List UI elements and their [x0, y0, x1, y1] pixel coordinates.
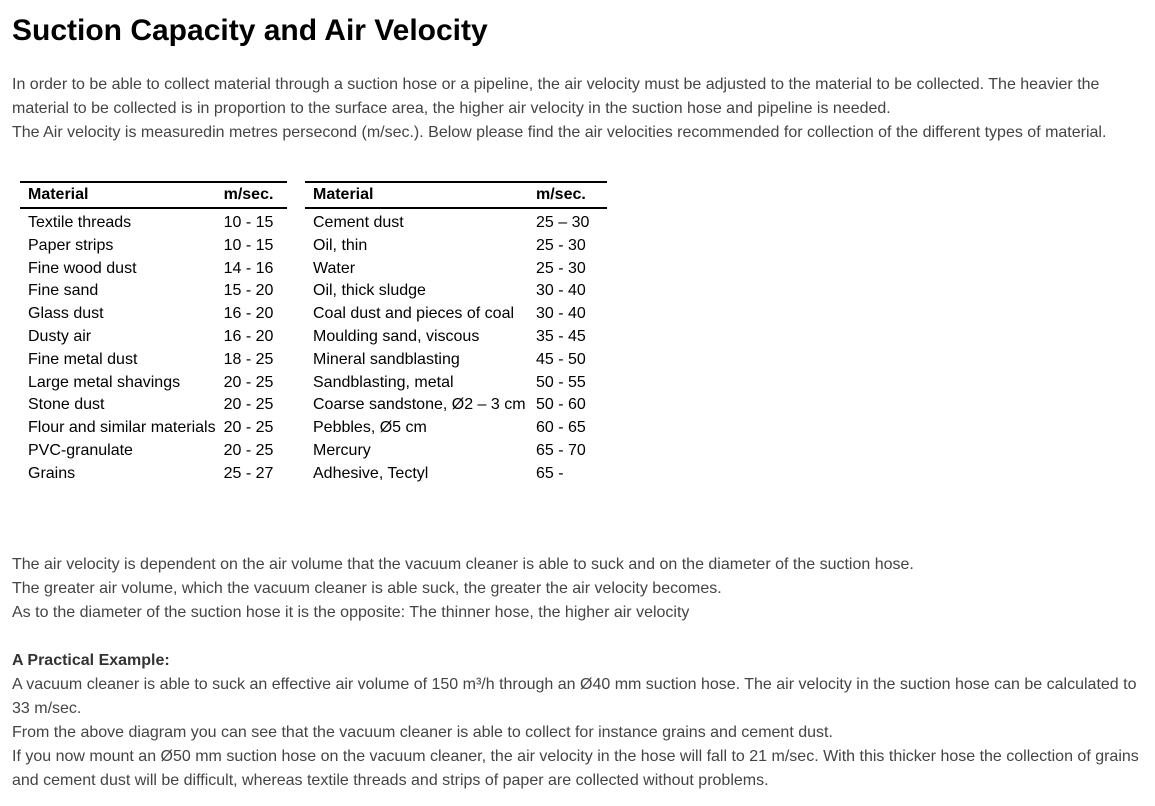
velocity-cell: 30 - 40 [536, 282, 586, 300]
explanation-section [12, 553, 1147, 793]
table-row [305, 372, 607, 395]
velocity-note: The air velocity is dependent on the air volume that the vacuum cleaner is able to suck and on the diameter of the suction hose. [12, 556, 914, 573]
velocity-cell: 10 - 15 [223, 236, 274, 254]
material-cell: Glass dust [28, 305, 104, 323]
table-row [20, 258, 287, 281]
paragraph-spacer [12, 625, 1147, 649]
material-cell: Stone dust [28, 396, 105, 414]
velocity-note: As to the diameter of the suction hose it is the opposite: The thinner hose, the higher air velocity [12, 604, 690, 621]
table-row [20, 303, 287, 326]
velocity-note: The greater air volume, which the vacuum cleaner is able suck, the greater the air velocity becomes. [12, 580, 722, 597]
velocity-table-right [305, 181, 607, 486]
velocity-cell: 65 - [536, 464, 564, 482]
velocity-cell: 15 - 20 [223, 282, 274, 300]
table-row [305, 326, 607, 349]
velocity-cell: 18 - 25 [223, 350, 274, 368]
table-header-row [20, 182, 287, 208]
material-cell: Sandblasting, metal [313, 373, 454, 391]
velocity-cell: 16 - 20 [223, 327, 274, 345]
material-cell: Moulding sand, viscous [313, 327, 480, 345]
material-cell: Coarse sandstone, Ø2 – 3 cm [313, 396, 526, 414]
column-header-velocity: m/sec. [528, 182, 607, 208]
table-row [20, 280, 287, 303]
table-row [20, 417, 287, 440]
page-title: Suction Capacity and Air Velocity [12, 14, 488, 47]
example-heading: A Practical Example: [12, 652, 170, 669]
example-paragraph: A vacuum cleaner is able to suck an effective air volume of 150 m³/h through an Ø40 mm suction hose. The air velocity in the suction hose can be calculated to 33 m/sec. [12, 676, 1137, 717]
material-cell: Pebbles, Ø5 cm [313, 419, 427, 437]
column-header-material: Material [305, 182, 528, 208]
velocity-cell: 25 - 30 [536, 236, 586, 254]
material-cell: Paper strips [28, 236, 114, 254]
velocity-cell: 25 - 30 [536, 259, 586, 277]
material-cell: Adhesive, Tectyl [313, 464, 429, 482]
table-row [20, 208, 287, 235]
table-row [20, 440, 287, 463]
material-cell: Textile threads [28, 214, 132, 231]
material-cell: Fine sand [28, 282, 99, 300]
velocity-cell: 20 - 25 [223, 419, 274, 437]
example-paragraph: From the above diagram you can see that the vacuum cleaner is able to collect for instance grains and cement dust. [12, 724, 833, 741]
material-cell: Flour and similar materials [28, 419, 216, 437]
velocity-cell: 25 - 27 [223, 464, 274, 482]
velocity-table-left [20, 181, 287, 486]
material-cell: Grains [28, 464, 76, 482]
material-cell: Oil, thick sludge [313, 282, 426, 300]
table-row [20, 349, 287, 372]
table-row [20, 394, 287, 417]
velocity-cell: 60 - 65 [536, 419, 586, 437]
material-cell: Dusty air [28, 327, 92, 345]
velocity-cell: 20 - 25 [223, 441, 274, 459]
table-header-row [305, 182, 607, 208]
material-cell: Large metal shavings [28, 373, 181, 391]
table-row [305, 235, 607, 258]
table-row [305, 417, 607, 440]
velocity-cell: 45 - 50 [536, 350, 586, 368]
velocity-cell: 50 - 55 [536, 373, 586, 391]
table-row [305, 463, 607, 486]
material-cell: Coal dust and pieces of coal [313, 305, 515, 323]
velocity-cell: 30 - 40 [536, 305, 586, 323]
table-body [305, 208, 607, 486]
velocity-cell: 65 - 70 [536, 441, 586, 459]
column-header-velocity: m/sec. [216, 182, 287, 208]
material-cell: Fine wood dust [28, 259, 137, 277]
material-cell: Mineral sandblasting [313, 350, 460, 368]
velocity-cell: 25 – 30 [536, 214, 590, 231]
table-row [305, 303, 607, 326]
table-body [20, 208, 287, 486]
example-paragraph: If you now mount an Ø50 mm suction hose on the vacuum cleaner, the air velocity in the hose will fall to 21 m/sec. With this thicker hose the collection of grains and cement dust will be difficult, whereas textile threads and strips of paper are collected without problems. [12, 748, 1139, 789]
intro-paragraph: The Air velocity is measuredin metres persecond (m/sec.). Below please find the air velocities recommended for collection of the different types of material. [12, 124, 1107, 141]
velocity-cell: 50 - 60 [536, 396, 586, 414]
table-row [20, 372, 287, 395]
velocity-cell: 16 - 20 [223, 305, 274, 323]
material-cell: Cement dust [313, 214, 404, 231]
material-cell: Oil, thin [313, 236, 368, 254]
table-row [305, 280, 607, 303]
table-row [20, 235, 287, 258]
velocity-cell: 20 - 25 [223, 396, 274, 414]
table-row [305, 258, 607, 281]
material-cell: Mercury [313, 441, 371, 459]
material-cell: Fine metal dust [28, 350, 138, 368]
velocity-cell: 35 - 45 [536, 327, 586, 345]
table-row [305, 208, 607, 235]
material-cell: Water [313, 259, 356, 277]
intro-text [12, 73, 1147, 145]
table-row [305, 440, 607, 463]
column-header-material: Material [20, 182, 216, 208]
intro-paragraph: In order to be able to collect material through a suction hose or a pipeline, the air velocity must be adjusted to the material to be collected. The heavier the material to be collected is in proportion to the surface area, the higher air velocity in the suction hose and pipeline is needed. [12, 76, 1100, 117]
material-cell: PVC-granulate [28, 441, 133, 459]
velocity-cell: 14 - 16 [223, 259, 274, 277]
velocity-cell: 10 - 15 [223, 214, 274, 231]
table-row [20, 326, 287, 349]
velocity-cell: 20 - 25 [223, 373, 274, 391]
table-row [305, 394, 607, 417]
table-row [20, 463, 287, 486]
table-row [305, 349, 607, 372]
